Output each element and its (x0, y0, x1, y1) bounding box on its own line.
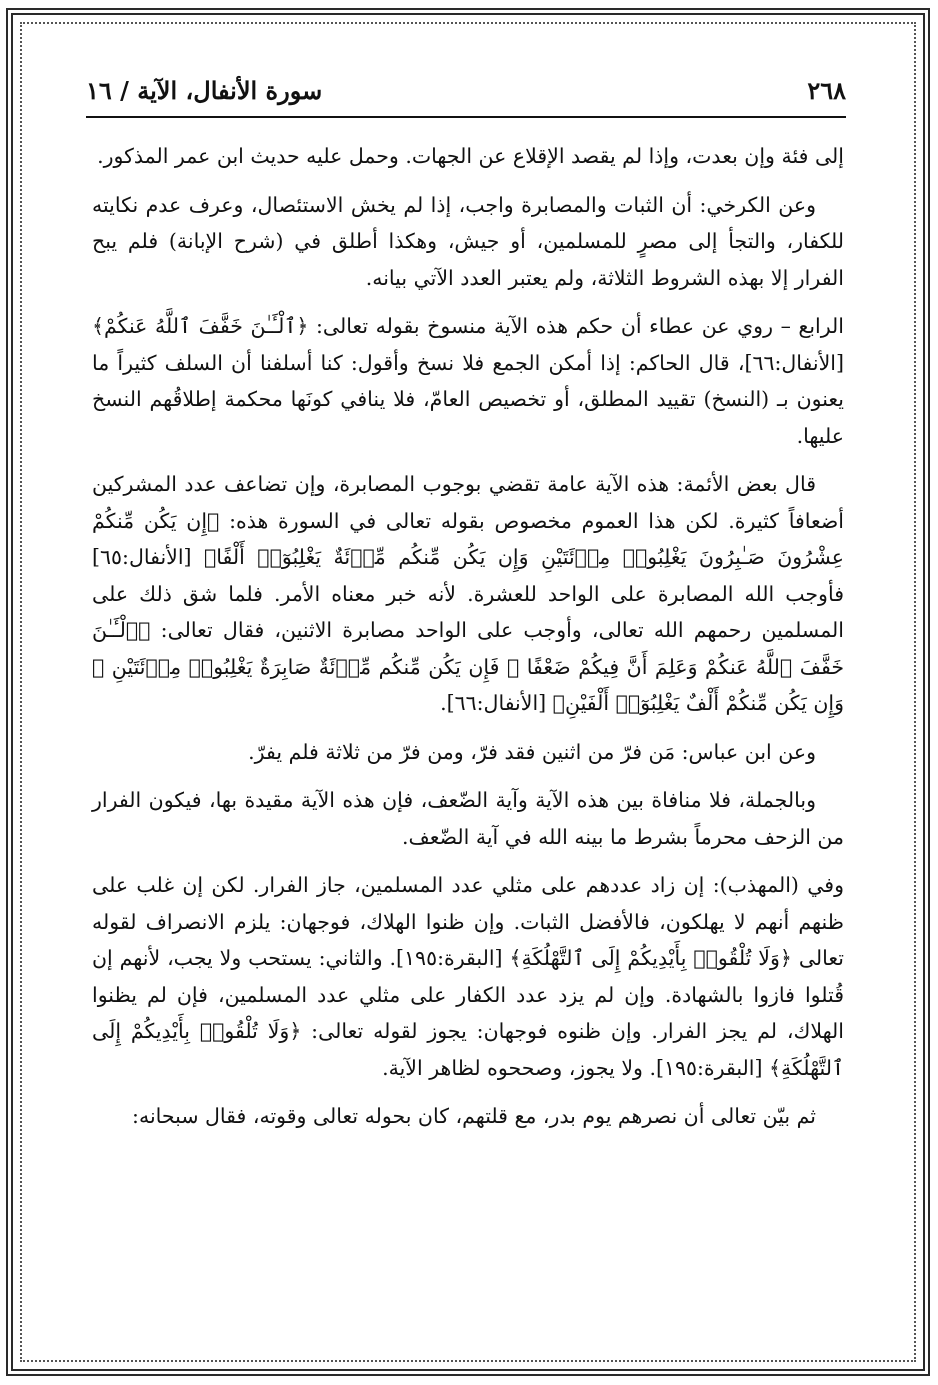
paragraph-2: وعن الكرخي: أن الثبات والمصابرة واجب، إذا لم يخش الاستئصال، وعرف عدم نكايته للكفار، والتجأ إلى مصرٍ للمسلمين، أو جيش، وهكذا أطلق في (شرح الإبانة) فلم يبح الفرار إلا بهذه الشروط الثلاثة، ولم يعتبر العدد الآتي بيانه. (92, 192, 844, 290)
paragraph-3: الرابع – روي عن عطاء أن حكم هذه الآية منسوخ بقوله تعالى: ﴿ٱلْـَٔـٰنَ خَفَّفَ ٱللَّهُ عَنكُمْ﴾ [الأنفال:٦٦]، قال الحاكم: إذا أمكن الجمع فلا نسخ وأقول: كنا أسلفنا أن السلف كثيراً ما يعنون بـ (النسخ) تقييد المطلق، أو تخصيص العامّ، فلا ينافي كونَها محكمة إطلاقُهم النسخ عليها. (92, 314, 844, 448)
page-header (86, 70, 846, 110)
page-body (92, 138, 844, 1147)
paragraph-6: وبالجملة، فلا منافاة بين هذه الآية وآية الضّعف، فإن هذه الآية مقيدة بها، فيكون الفرار من الزحف محرماً بشرط ما بينه الله في آية الضّعف. (92, 788, 844, 849)
paragraph-8: ثم بيّن تعالى أن نصرهم يوم بدر، مع قلتهم، كان بحوله تعالى وقوته، فقال سبحانه: (132, 1104, 816, 1128)
page-number: ٢٦٨ (807, 75, 846, 105)
paragraph-7: وفي (المهذب): إن زاد عددهم على مثلي عدد المسلمين، جاز الفرار. لكن إن غلب على ظنهم أنهم لا يهلكون، فالأفضل الثبات. وإن ظنوا الهلاك، فوجهان: يلزم الانصراف لقوله تعالى ﴿وَلَا تُلْقُوا۟ بِأَيْدِيكُمْ إِلَى ٱلتَّهْلُكَةِ﴾ [البقرة:١٩٥]. والثاني: يستحب ولا يجب، لأنهم إن قُتلوا فازوا بالشهادة. وإن لم يزد عدد الكفار على مثلي عدد المسلمين، فإن لم يظنوا الهلاك، لم يجز الفرار. وإن ظنوه فوجهان: يجوز لقوله تعالى: ﴿وَلَا تُلْقُوا۟ بِأَيْدِيكُمْ إِلَى ٱلتَّهْلُكَةِ﴾ [البقرة:١٩٥]. ولا يجوز، وصححوه لظاهر الآية. (92, 873, 844, 1080)
header-divider (86, 116, 846, 118)
paragraph-1: إلى فئة وإن بعدت، وإذا لم يقصد الإقلاع عن الجهات. وحمل عليه حديث ابن عمر المذكور. (97, 144, 844, 168)
running-title: سورة الأنفال، الآية / ١٦ (86, 75, 323, 105)
paragraph-5: وعن ابن عباس: مَن فرّ من اثنين فقد فرّ، ومن فرّ من ثلاثة فلم يفرّ. (248, 739, 816, 764)
paragraph-4: قال بعض الأئمة: هذه الآية عامة تقضي بوجوب المصابرة، وإن تضاعف عدد المشركين أضعافاً كثيرة. لكن هذا العموم مخصوص بقوله تعالى في السورة هذه: ﴿إِن يَكُن مِّنكُمْ عِشْرُونَ صَـٰبِرُونَ يَغْلِبُوا۟ مِا۟ئَتَيْنِ وَإِن يَكُن مِّنكُم مِّا۟ئَةٌ يَغْلِبُوٓا۟ أَلْفًا﴾ [الأنفال:٦٥] فأوجب الله المصابرة على الواحد للعشرة. لأنه خبر معناه الأمر. فلما شق ذلك على المسلمين رحمهم الله تعالى، وأوجب على الواحد مصابرة الاثنين، فقال تعالى: ﴿ٱلْـَٔـٰنَ خَفَّفَ ٱللَّهُ عَنكُمْ وَعَلِمَ أَنَّ فِيكُمْ ضَعْفًا ۚ فَإِن يَكُن مِّنكُم مِّا۟ئَةٌ صَابِرَةٌ يَغْلِبُوا۟ مِا۟ئَتَيْنِ ۚ وَإِن يَكُن مِّنكُمْ أَلْفٌ يَغْلِبُوٓا۟ أَلْفَيْنِ﴾ [الأنفال:٦٦]. (92, 472, 844, 715)
